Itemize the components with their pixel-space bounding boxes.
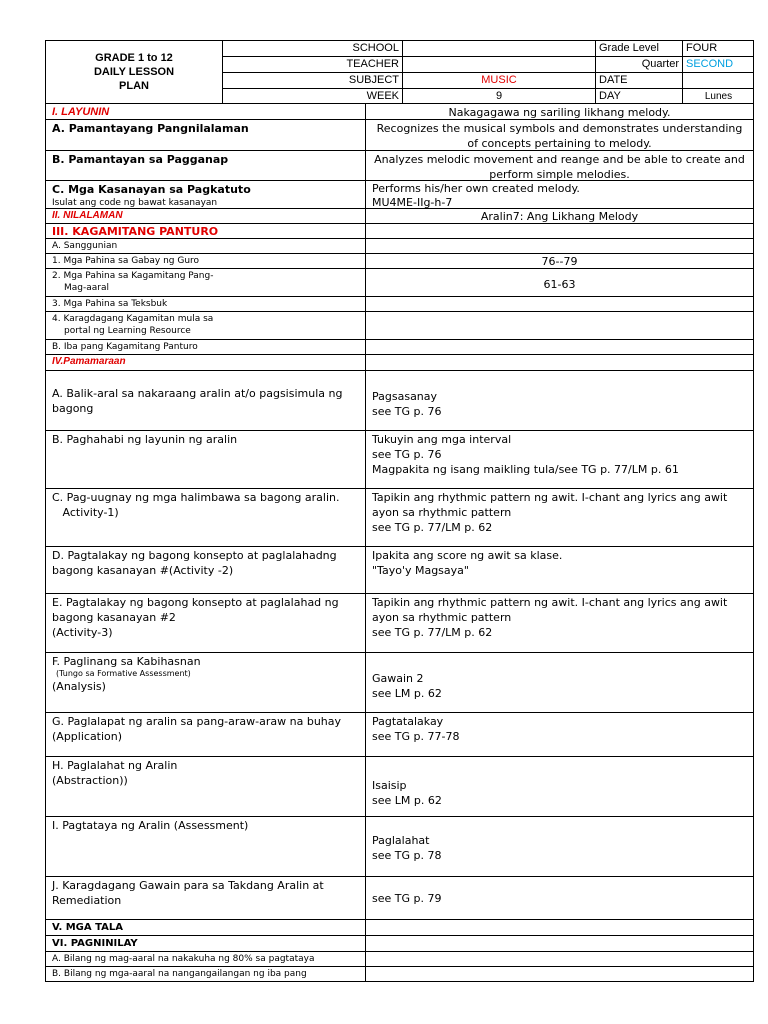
iba-pang-kagamitan-label: B. Iba pang Kagamitang Panturo <box>46 340 366 354</box>
iba-pang-kagamitan-value[interactable] <box>366 340 753 354</box>
nilalaman-value[interactable]: Aralin7: Ang Likhang Melody <box>480 210 639 223</box>
week-label: WEEK <box>222 88 402 104</box>
title-line-2: DAILY LESSON <box>93 66 175 78</box>
bilang-iba-pang-value[interactable] <box>366 967 753 981</box>
kagamitang-panturo-value[interactable] <box>366 224 753 238</box>
sanggunian-label: A. Sanggunian <box>46 239 366 253</box>
kagamitang-panturo-heading: III. KAGAMITANG PANTURO <box>46 224 366 238</box>
bilang-80-label: A. Bilang ng mag-aaral na nakakuha ng 80% sa pagtataya <box>46 952 366 966</box>
row-kagamitang-mag-aaral <box>45 269 754 297</box>
row-pamantayan-sa-pagganap <box>45 151 754 181</box>
mga-tala-heading: V. MGA TALA <box>46 920 366 935</box>
row-pagtataya <box>45 817 754 877</box>
pamantayang-pangnilalaman-label: A. Pamantayang Pangnilalaman <box>46 120 366 150</box>
kagamitang-mag-aaral-value[interactable] <box>366 269 753 296</box>
date-value[interactable] <box>682 72 754 88</box>
procedure-g-label: G. Paglalapat ng aralin sa pang-araw-araw na buhay (Application) <box>46 713 366 756</box>
gabay-guro-value[interactable]: 76--79 <box>541 255 578 268</box>
kagamitang-pages: 61-63 <box>543 277 576 291</box>
row-kasanayan <box>45 181 754 209</box>
row-paghahabi <box>45 431 754 489</box>
row-gabay-guro <box>45 254 754 269</box>
mga-tala-value[interactable] <box>366 920 753 935</box>
karagdagan-line1: 4. Karagdagang Kagamitan mula sa <box>52 314 214 324</box>
lesson-plan-header <box>45 40 754 104</box>
day-value[interactable]: Lunes <box>682 88 754 104</box>
procedure-c-label: C. Pag-uugnay ng mga halimbawa sa bagong aralin. Activity-1) <box>46 489 366 546</box>
grade-level-label: Grade Level <box>595 40 682 56</box>
teksbuk-value[interactable] <box>366 297 753 311</box>
pamantayang-pangnilalaman-value[interactable]: Recognizes the musical symbols and demonstrates understanding of concepts pertaining to melody. <box>376 122 743 150</box>
teacher-value[interactable] <box>402 56 595 72</box>
pamamaraan-value[interactable] <box>366 355 753 370</box>
subject-label: SUBJECT <box>222 72 402 88</box>
procedure-i-value[interactable]: Paglalahat see TG p. 78 <box>372 834 442 862</box>
teacher-label: TEACHER <box>222 56 402 72</box>
row-karagdagang-gawain <box>45 877 754 920</box>
sanggunian-value[interactable] <box>366 239 753 253</box>
layunin-value[interactable]: Nakagagawa ng sariling likhang melody. <box>448 106 671 119</box>
procedure-d-value[interactable]: Ipakita ang score ng awit sa klase. "Tayo'y Magsaya" <box>372 549 563 577</box>
procedure-j-value[interactable]: see TG p. 79 <box>372 891 442 905</box>
pagninilay-value[interactable] <box>366 936 753 951</box>
procedure-j-label: J. Karagdagang Gawain para sa Takdang Aralin at Remediation <box>46 877 366 919</box>
row-pamamaraan <box>45 355 754 371</box>
row-iba-pang-kagamitan <box>45 340 754 355</box>
teksbuk-label: 3. Mga Pahina sa Teksbuk <box>46 297 366 311</box>
title-line-3: PLAN <box>119 80 149 92</box>
procedure-e-value[interactable]: Tapikin ang rhythmic pattern ng awit. I-chant ang lyrics ang awit ayon sa rhythmic pattern see TG p. 77/LM p. 62 <box>372 596 728 639</box>
procedure-f-value[interactable]: Gawain 2 see LM p. 62 <box>372 672 442 700</box>
row-karagdagang-kagamitan <box>45 312 754 340</box>
procedure-d-label: D. Pagtalakay ng bagong konsepto at paglalahadng bagong kasanayan #(Activity -2) <box>46 547 366 593</box>
procedure-h-label: H. Paglalahat ng Aralin (Abstraction)) <box>46 757 366 816</box>
procedure-f-title: F. Paglinang sa Kabihasnan <box>52 655 201 668</box>
quarter-label: Quarter <box>595 56 682 72</box>
row-paglalapat <box>45 713 754 757</box>
pamantayan-pagganap-label: B. Pamantayan sa Pagganap <box>46 151 366 180</box>
bilang-80-value[interactable] <box>366 952 753 966</box>
layunin-heading: I. LAYUNIN <box>46 104 366 119</box>
bilang-iba-pang-label: B. Bilang ng mga-aaral na nangangailangan ng iba pang <box>46 967 366 981</box>
nilalaman-heading: II. NILALAMAN <box>46 209 366 223</box>
row-sanggunian <box>45 239 754 254</box>
kasanayan-value[interactable] <box>366 181 753 208</box>
pamamaraan-heading: IV.Pamamaraan <box>46 355 366 370</box>
row-pagtalakay-2 <box>45 594 754 653</box>
procedure-c-value[interactable]: Tapikin ang rhythmic pattern ng awit. I-chant ang lyrics ang awit ayon sa rhythmic pattern see TG p. 77/LM p. 62 <box>372 491 728 534</box>
row-pagtalakay-1 <box>45 547 754 594</box>
procedure-f-analysis: (Analysis) <box>52 680 106 693</box>
procedure-b-value[interactable]: Tukuyin ang mga interval see TG p. 76 Magpakita ng isang maikling tula/see TG p. 77/LM p. 61 <box>372 433 679 476</box>
kasanayan-value-code: MU4ME-IIg-h-7 <box>372 196 453 208</box>
row-layunin <box>45 104 754 120</box>
kagamitang-label-line1: 2. Mga Pahina sa Kagamitang Pang- <box>52 271 214 281</box>
subject-value[interactable]: MUSIC <box>402 72 595 88</box>
procedure-i-label: I. Pagtataya ng Aralin (Assessment) <box>46 817 366 876</box>
procedure-e-label: E. Pagtalakay ng bagong konsepto at paglalahad ng bagong kasanayan #2 (Activity-3) <box>46 594 366 652</box>
procedure-f-label <box>46 653 366 712</box>
gabay-guro-label: 1. Mga Pahina sa Gabay ng Guro <box>46 254 366 268</box>
pagninilay-heading: VI. PAGNINILAY <box>46 936 366 951</box>
procedure-a-label: A. Balik-aral sa nakaraang aralin at/o pagsisimula ng bagong <box>46 371 366 430</box>
row-teksbuk <box>45 297 754 312</box>
row-kagamitang-panturo <box>45 224 754 239</box>
procedure-f-sub: (Tungo sa Formative Assessment) <box>56 669 191 678</box>
dlp-title <box>46 41 222 103</box>
grade-level-value[interactable]: FOUR <box>682 40 754 56</box>
school-value[interactable] <box>402 40 595 56</box>
procedure-a-value[interactable]: Pagsasanay see TG p. 76 <box>372 390 442 418</box>
row-pagninilay <box>45 936 754 952</box>
school-label: SCHOOL <box>222 40 402 56</box>
karagdagan-line2: portal ng Learning Resource <box>64 326 191 336</box>
row-pag-uugnay <box>45 489 754 547</box>
kagamitang-label-line2: Mag-aaral <box>64 283 109 293</box>
title-line-1: GRADE 1 to 12 <box>95 52 173 64</box>
row-pamantayang-pangnilalaman <box>45 120 754 151</box>
kagamitang-mag-aaral-label <box>46 269 366 296</box>
procedure-g-value[interactable]: Pagtatalakay see TG p. 77-78 <box>372 715 460 743</box>
row-nilalaman <box>45 209 754 224</box>
quarter-value[interactable]: SECOND <box>682 56 754 72</box>
row-mga-tala <box>45 920 754 936</box>
pamantayan-pagganap-value[interactable]: Analyzes melodic movement and reange and be able to create and perform simple melodies. <box>374 153 745 180</box>
kasanayan-label: C. Mga Kasanayan sa Pagkatuto <box>52 183 251 196</box>
week-value[interactable]: 9 <box>402 88 595 104</box>
row-paglinang <box>45 653 754 713</box>
procedure-h-value[interactable]: Isaisip see LM p. 62 <box>372 779 442 807</box>
row-bilang-iba-pang <box>45 967 754 982</box>
karagdagang-kagamitan-value[interactable] <box>366 312 753 339</box>
kasanayan-sublabel: Isulat ang code ng bawat kasanayan <box>52 198 218 208</box>
kasanayan-cell <box>46 181 366 208</box>
row-balik-aral <box>45 371 754 431</box>
date-label: DATE <box>595 72 682 88</box>
day-label: DAY <box>595 88 682 104</box>
kasanayan-value-line1: Performs his/her own created melody. <box>372 182 580 195</box>
karagdagang-kagamitan-label <box>46 312 366 339</box>
procedure-b-label: B. Paghahabi ng layunin ng aralin <box>46 431 366 488</box>
row-paglalahat <box>45 757 754 817</box>
row-bilang-80 <box>45 952 754 967</box>
